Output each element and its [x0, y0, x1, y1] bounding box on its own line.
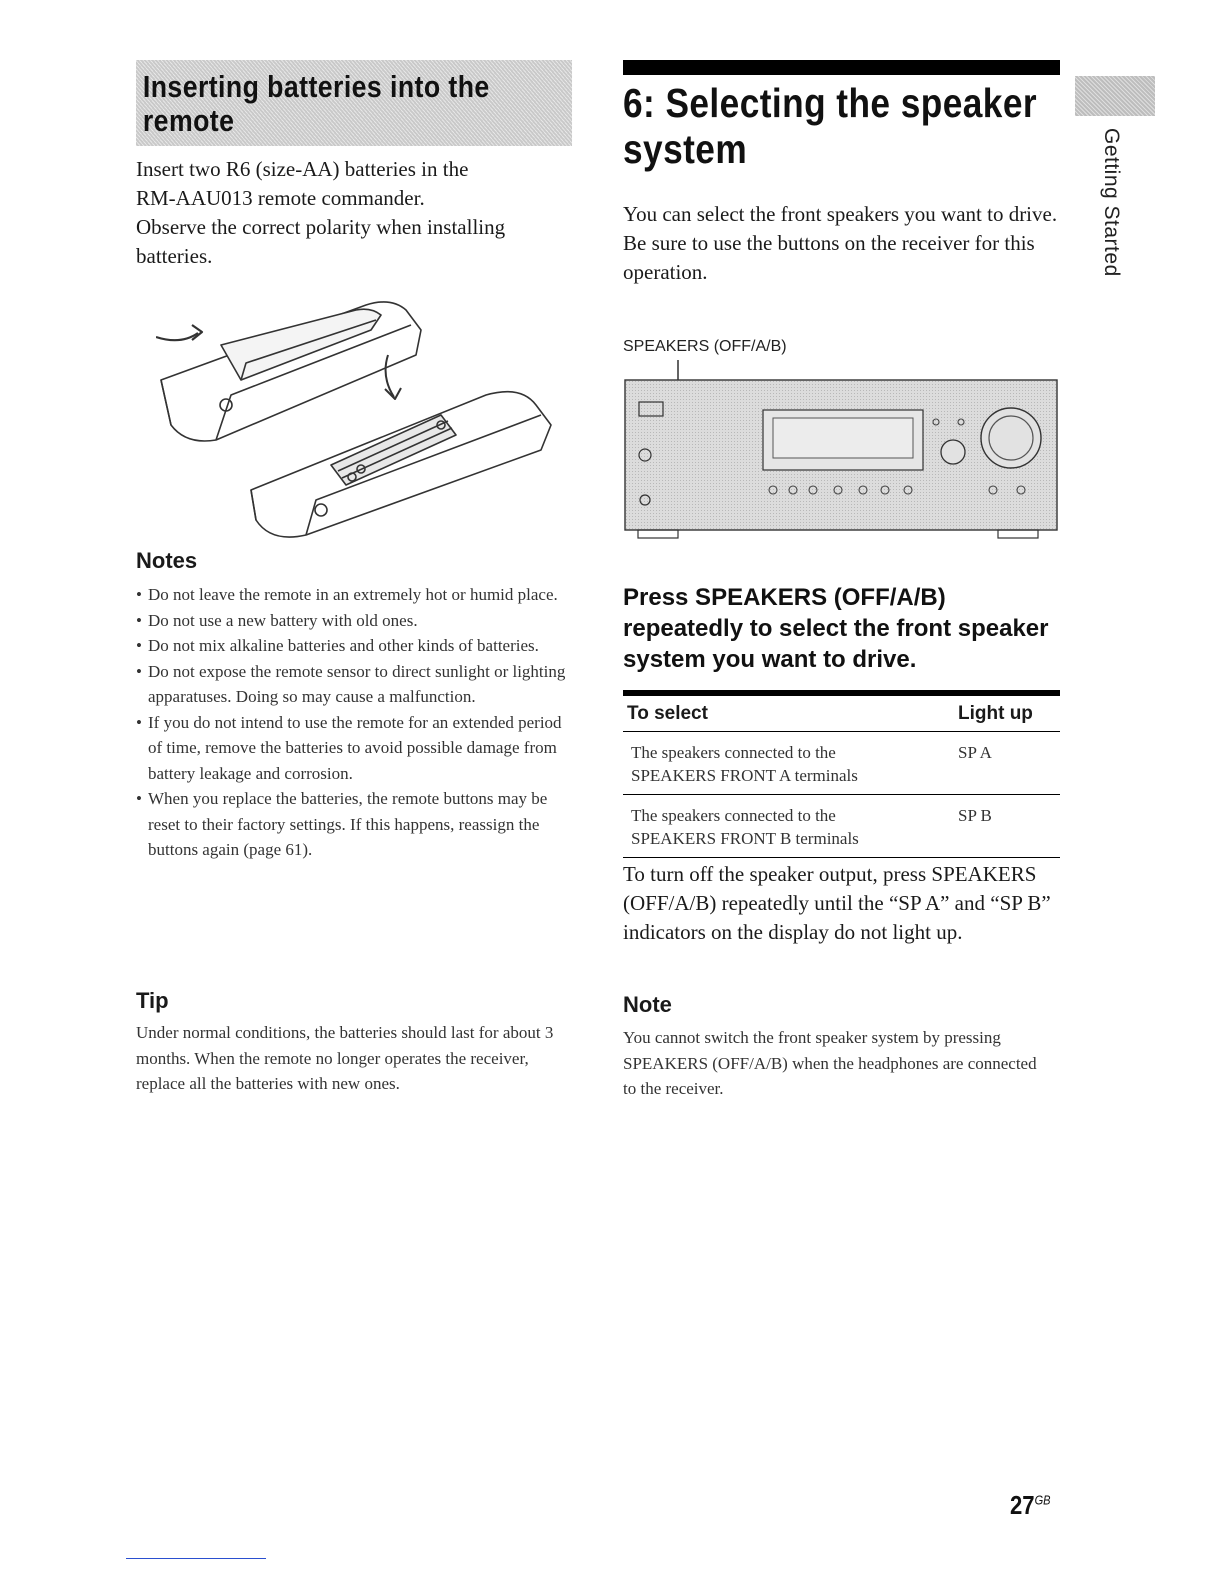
select-line: The speakers connected to the — [631, 743, 836, 762]
note-item: • Do not leave the remote in an extremely hot or humid place. — [136, 582, 576, 608]
section-rule — [623, 60, 1060, 75]
notes-list — [136, 582, 576, 863]
select-line: SPEAKERS FRONT A terminals — [631, 766, 858, 785]
table-header-row — [623, 693, 1060, 732]
note-item: • If you do not intend to use the remote for an extended period of time, remove the batteries to avoid possible damage from battery leakage and corrosion. — [136, 710, 576, 787]
battery-intro-line: RM-AAU013 remote commander. — [136, 186, 425, 210]
note-item: • Do not mix alkaline batteries and other kinds of batteries. — [136, 633, 576, 659]
speaker-select-table — [623, 690, 1060, 858]
receiver-front-panel-illustration — [623, 360, 1063, 545]
table-row — [623, 732, 1060, 795]
note-item: • Do not expose the remote sensor to direct sunlight or lighting apparatuses. Doing so may cause a malfunction. — [136, 659, 576, 710]
note-item: • Do not use a new battery with old ones. — [136, 608, 576, 634]
note-title: Note — [623, 992, 672, 1017]
speaker-intro-line: You can select the front speakers you want to drive. — [623, 202, 1058, 226]
note-item: • When you replace the batteries, the remote buttons may be reset to their factory settings. If this happens, reassign the buttons again (page 61). — [136, 786, 576, 863]
instruction-heading: Press SPEAKERS (OFF/A/B) repeatedly to select the front speaker system you want to drive. — [623, 584, 1049, 673]
tip-title: Tip — [136, 988, 169, 1013]
side-tab-label: Getting Started — [1100, 128, 1123, 277]
footer-rule — [126, 1558, 266, 1559]
table-cell-light: SP A — [958, 743, 992, 762]
speaker-intro-line: Be sure to use the buttons on the receiver for this operation. — [623, 231, 1035, 284]
battery-intro-line: Observe the correct polarity when installing — [136, 215, 506, 239]
note-text: You cannot switch the front speaker system by pressing SPEAKERS (OFF/A/B) when the headphones are connected to the receiver. — [623, 1028, 1037, 1098]
tip-text: Under normal conditions, the batteries should last for about 3 months. When the remote no longer operates the receiver, replace all the batteries with new ones. — [136, 1023, 554, 1093]
select-line: SPEAKERS FRONT B terminals — [631, 829, 859, 848]
table-row — [623, 795, 1060, 858]
table-header-light: Light up — [958, 703, 1033, 724]
battery-section-heading: Inserting batteries into the remote — [136, 60, 572, 146]
select-line: The speakers connected to the — [631, 806, 836, 825]
speakers-button-callout: SPEAKERS (OFF/A/B) — [623, 338, 787, 355]
turn-off-instructions: To turn off the speaker output, press SPEAKERS (OFF/A/B) repeatedly until the “SP A” and “SP B” indicators on the display do not light up. — [623, 862, 1051, 944]
table-header-select: To select — [627, 703, 708, 724]
table-cell-select — [623, 795, 958, 858]
battery-intro-line: Insert two R6 (size-AA) batteries in the — [136, 157, 469, 181]
battery-intro-line: batteries. — [136, 244, 213, 268]
remote-battery-illustration — [156, 285, 576, 550]
notes-title: Notes — [136, 548, 198, 573]
page-number-value: 27 — [1010, 1490, 1035, 1520]
table-cell-light: SP B — [958, 806, 992, 825]
table-cell-select — [623, 732, 958, 795]
page-number-suffix: GB — [1034, 1492, 1051, 1508]
side-tab-marker — [1075, 76, 1155, 116]
speaker-section-heading: 6: Selecting the speaker system — [623, 80, 1038, 172]
page-number — [1010, 1490, 1051, 1521]
battery-intro — [136, 155, 566, 271]
speaker-intro — [623, 200, 1063, 287]
